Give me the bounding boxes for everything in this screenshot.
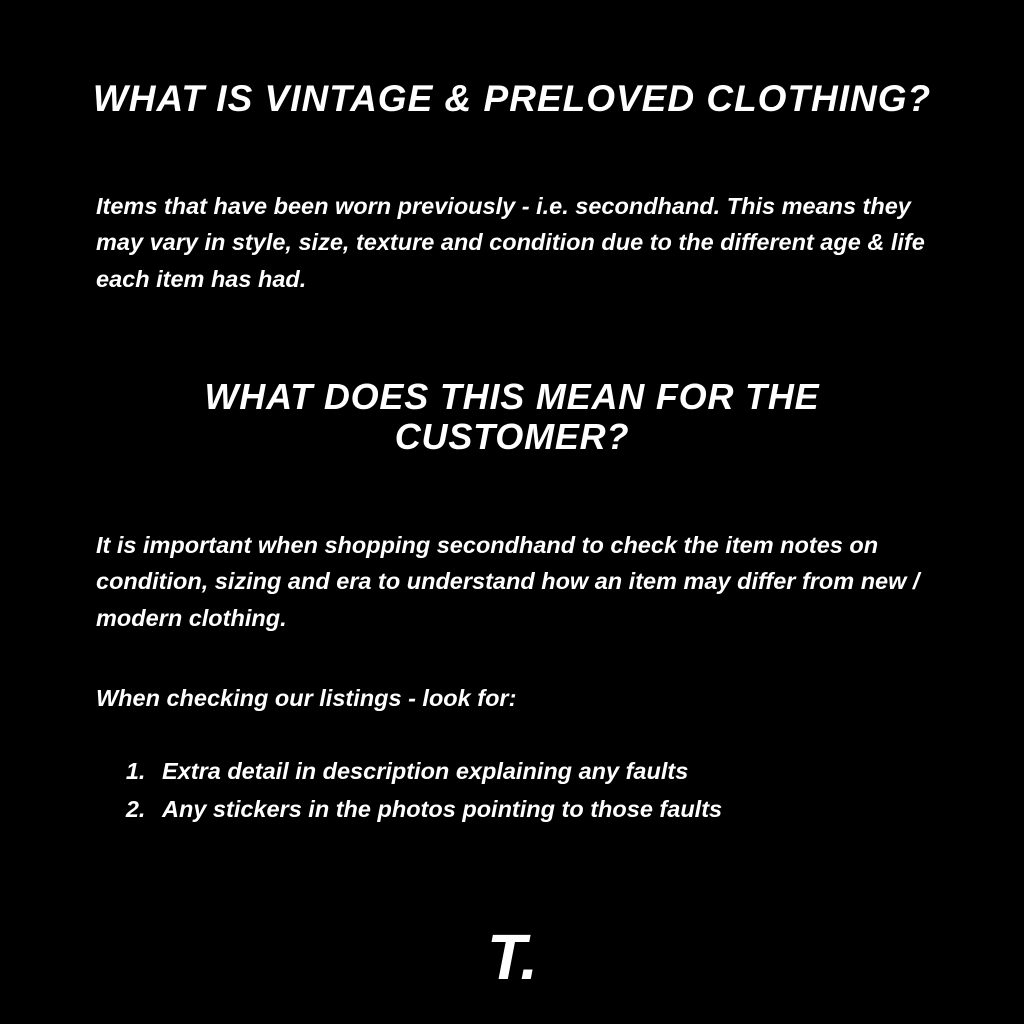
- lead-in-block: [96, 680, 936, 716]
- section-title: WHAT DOES THIS MEAN FOR THE CUSTOMER?: [204, 376, 820, 458]
- faults-checklist: [96, 752, 936, 828]
- list-item: 2. Any stickers in the photos pointing to those faults: [152, 790, 936, 828]
- subheading-block: [0, 377, 1024, 458]
- page-title: WHAT IS VINTAGE & PRELOVED CLOTHING?: [92, 78, 932, 119]
- lead-in-paragraph: When checking our listings - look for:: [96, 685, 517, 711]
- list-item: 1. Extra detail in description explaining any faults: [152, 752, 936, 790]
- advice-paragraph: It is important when shopping secondhand to check the item notes on condition, sizing and era to understand how an item may differ from new / modern clothing.: [96, 532, 920, 631]
- definition-block: [96, 188, 936, 297]
- advice-block: [96, 527, 936, 636]
- ordered-list: [96, 752, 936, 828]
- brand-logo: T.: [486, 921, 538, 993]
- definition-paragraph: Items that have been worn previously - i.e. secondhand. This means they may vary in style, size, texture and condition due to the different age & life each item has had.: [96, 193, 925, 292]
